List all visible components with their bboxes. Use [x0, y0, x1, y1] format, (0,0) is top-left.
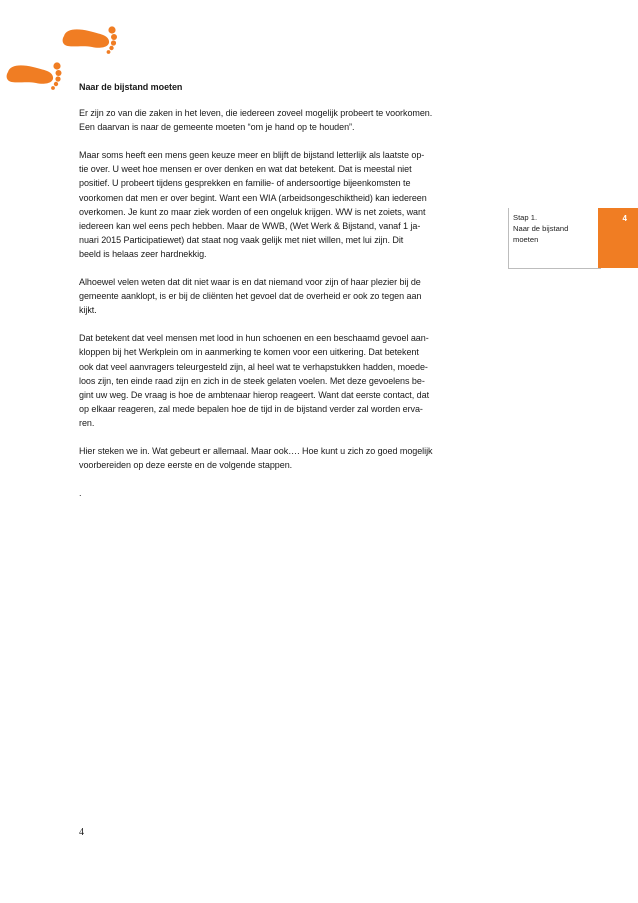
text-line: gemeente aanklopt, is er bij de cliënten het gevoel dat de overheid er ook zo tegen aan — [79, 291, 422, 302]
text-line: Er zijn zo van die zaken in het leven, die iedereen zoveel mogelijk probeert te voorkomen. — [79, 108, 433, 119]
text-line: overkomen. Je kunt zo maar ziek worden of een ongeluk krijgen. WW is net zoiets, want — [79, 206, 426, 217]
text-line: positief. U probeert tijdens gesprekken en familie- of andersoortige bijeenkomsten te — [79, 178, 411, 189]
text-line: loos zijn, ten einde raad zijn en zich in de steek gelaten voelen. Met deze gevoelens be- — [79, 375, 425, 386]
chapter-tab — [598, 208, 638, 268]
paragraph — [79, 106, 495, 134]
text-line: ren. — [79, 417, 95, 428]
text-line: ook dat veel aanvragers teleurgesteld zijn, al heel wat te verhapstukken hadden, moede- — [79, 361, 428, 372]
chapter-title-line: Naar de bijstand — [513, 224, 569, 233]
text-line: op elkaar reageren, zal mede bepalen hoe de tijd in de bijstand verder zal worden erva- — [79, 403, 423, 414]
text-line: Een daarvan is naar de gemeente moeten “om je hand op te houden”. — [79, 122, 355, 133]
text-line: kloppen bij het Werkplein om in aanmerking te komen voor een uitkering. Dat betekent — [79, 347, 419, 358]
text-line: gint uw weg. De vraag is hoe de ambtenaar hierop reageert. Want dat eerste contact, dat — [79, 389, 430, 400]
text-line: Alhoewel velen weten dat dit niet waar is en dat niemand voor zijn of haar plezier bij de — [79, 277, 421, 288]
main-text — [79, 80, 495, 514]
paragraph — [79, 486, 495, 500]
paragraph — [79, 331, 495, 430]
text-line: Maar soms heeft een mens geen keuze meer en blijft de bijstand letterlijk als laatste op- — [79, 150, 425, 161]
page-number: 4 — [79, 827, 84, 838]
text-line: Dat betekent dat veel mensen met lood in hun schoenen en een beschaamd gevoel aan- — [79, 333, 429, 344]
text-line: iedereen kan wel eens pech hebben. Maar de WWB, (Wet Werk & Bijstand, vanaf 1 ja- — [79, 220, 421, 231]
text-line: Hier steken we in. Wat gebeurt er allemaal. Maar ook…. Hoe kunt u zich zo goed mogelijk — [79, 445, 433, 456]
chapter-title-line: moeten — [513, 235, 539, 244]
chapter-step: Stap 1. — [513, 213, 538, 222]
paragraph — [79, 148, 495, 261]
chapter-tab-number: 4 — [622, 214, 627, 223]
text-line: . — [79, 488, 82, 499]
chapter-sidebar — [508, 208, 601, 269]
text-line: kijkt. — [79, 305, 97, 316]
text-line: nuari 2015 Participatiewet) dat staat nog vaak gelijk met niet willen, met lui zijn. Dit — [79, 234, 404, 245]
text-line: beeld is helaas zeer hardnekkig. — [79, 248, 207, 259]
paragraph — [79, 275, 495, 317]
text-line: tie over. U weet hoe mensen er over denken en wat dat betekent. Dat is meestal niet — [79, 164, 412, 175]
paragraph — [79, 444, 495, 472]
text-line: voorbereiden op deze eerste en de volgende stappen. — [79, 460, 293, 471]
text-line: voorkomen dat men er over begint. Want een WIA (arbeidsongeschiktheid) kan iedereen — [79, 192, 427, 203]
page-title: Naar de bijstand moeten — [79, 82, 183, 92]
chapter-label — [513, 212, 568, 245]
